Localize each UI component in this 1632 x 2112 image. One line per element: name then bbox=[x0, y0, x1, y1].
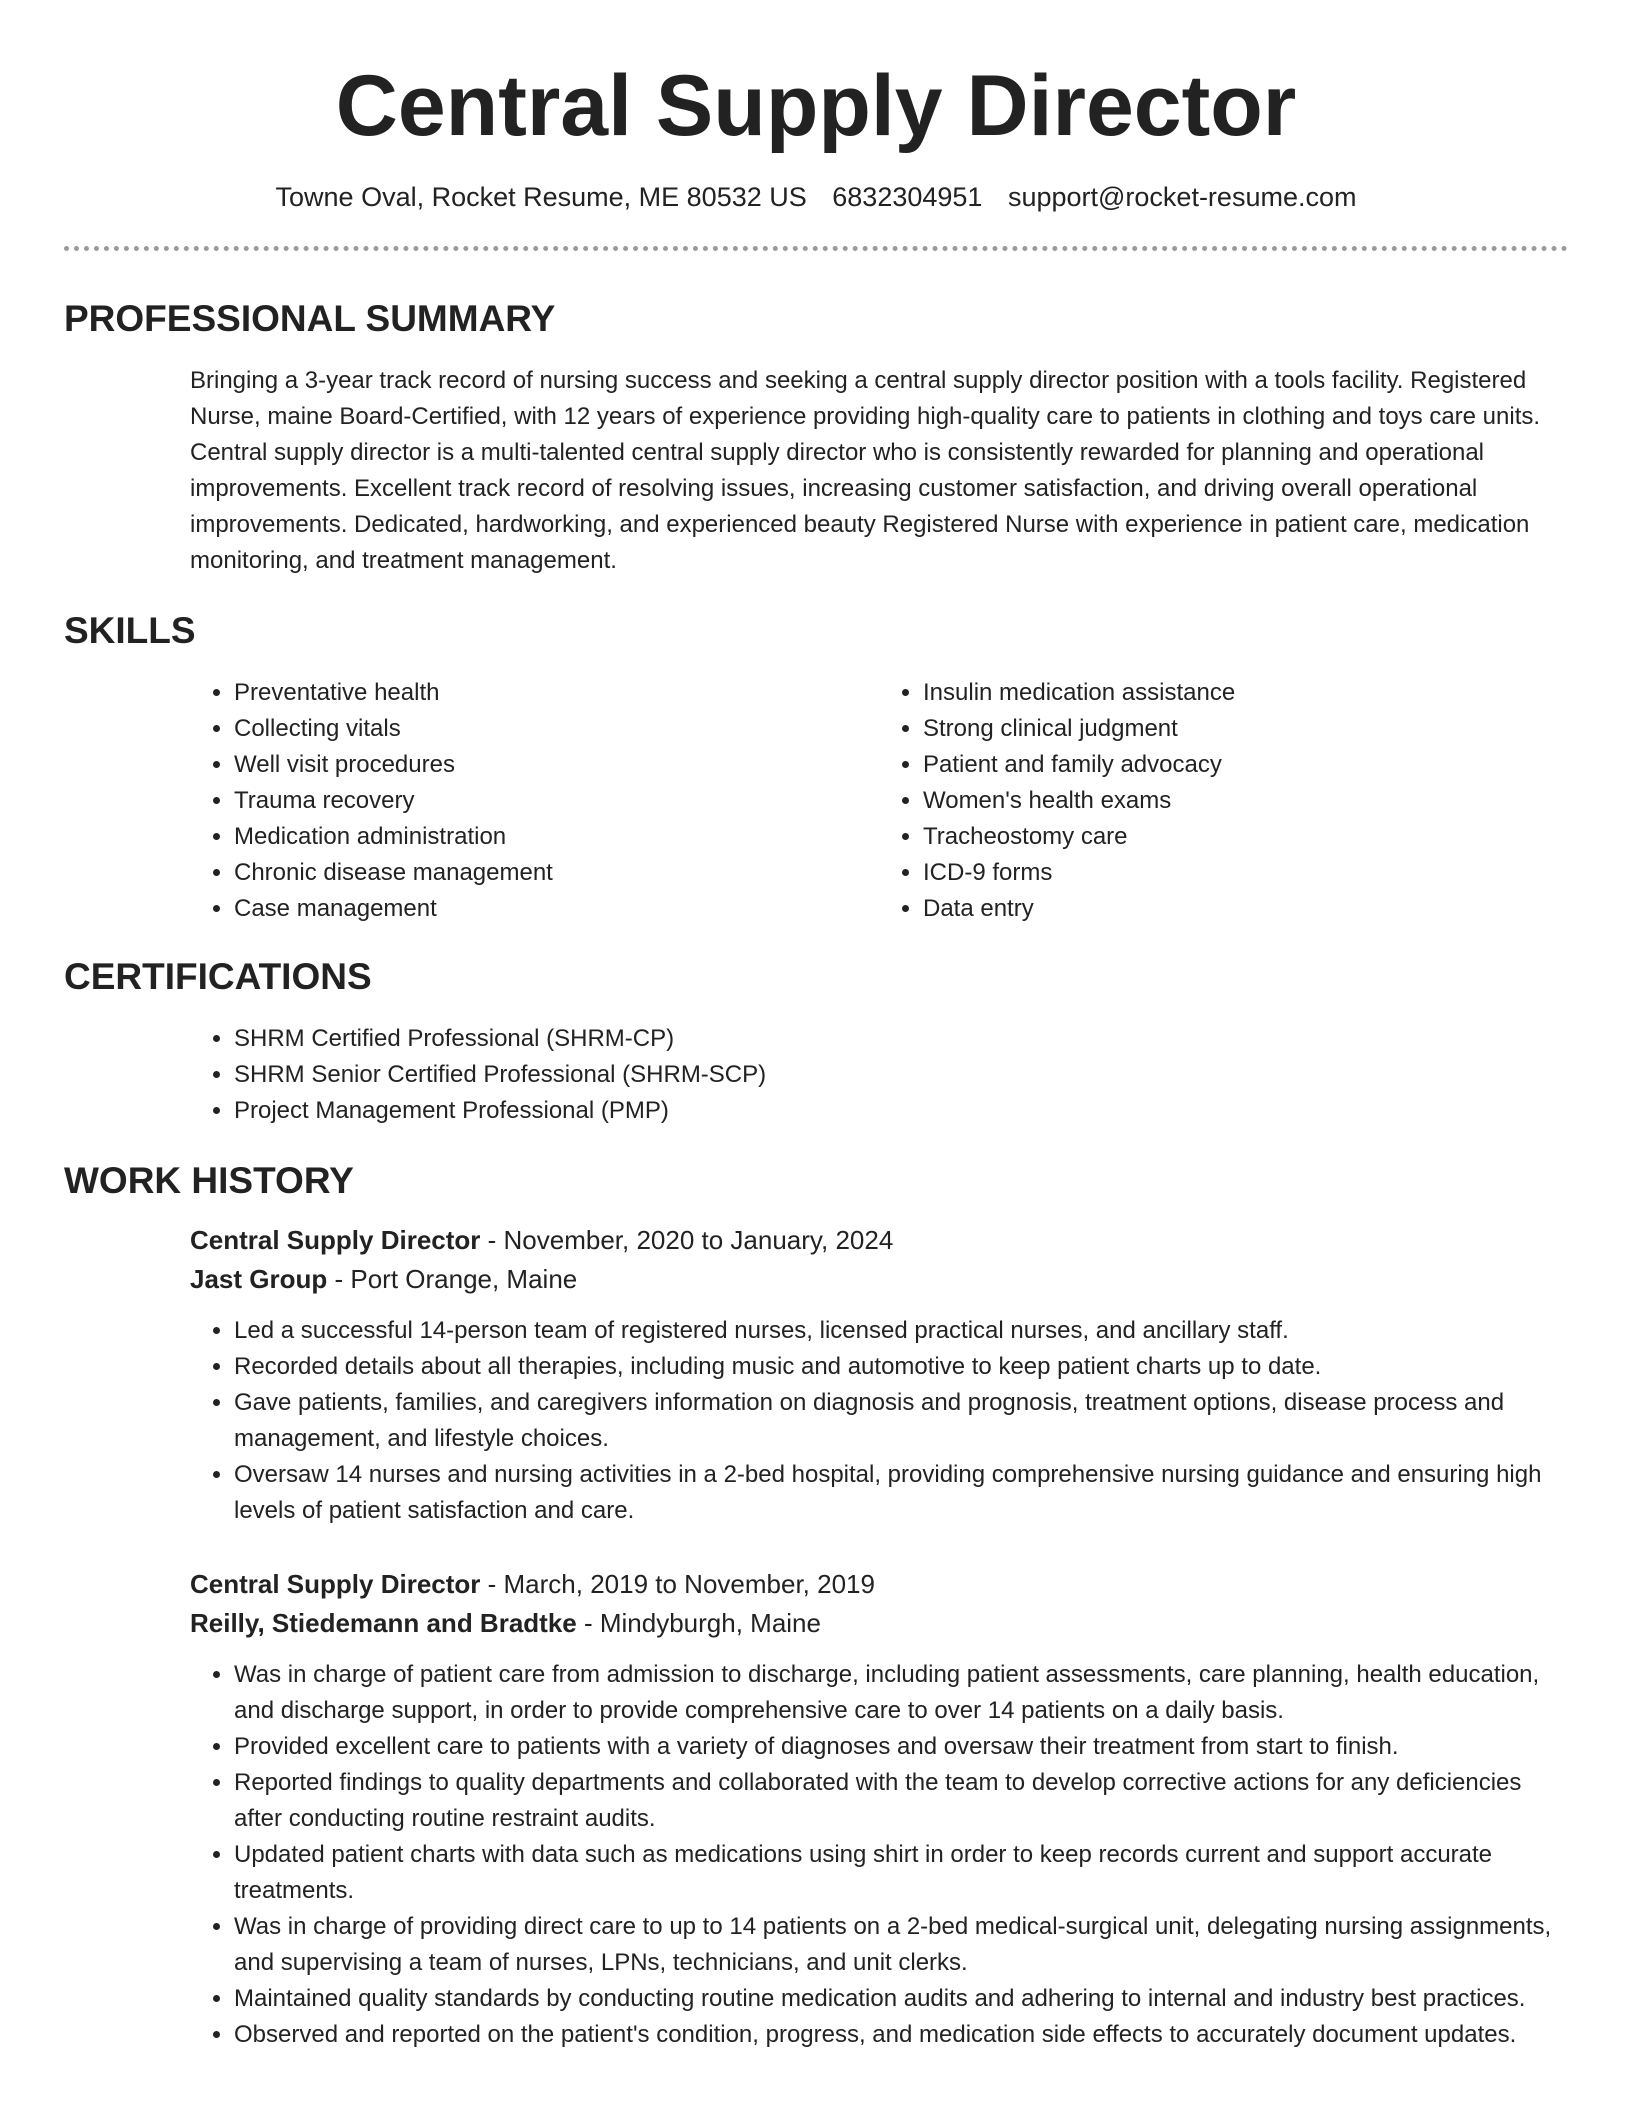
list-item: • Observed and reported on the patient's condition, progress, and medication side effects to accurately document updates. bbox=[234, 2017, 1568, 2053]
header-divider bbox=[64, 246, 1568, 251]
list-item: • Strong clinical judgment bbox=[923, 711, 1568, 747]
list-item: • Gave patients, families, and caregivers information on diagnosis and prognosis, treatment options, disease process and management, and lifestyle choices. bbox=[234, 1385, 1568, 1457]
list-item: • Insulin medication assistance bbox=[923, 675, 1568, 711]
job-dates: - March, 2019 to November, 2019 bbox=[480, 1569, 875, 1599]
list-item: • Maintained quality standards by conducting routine medication audits and adhering to internal and industry best practices. bbox=[234, 1981, 1568, 2017]
list-item: • Led a successful 14-person team of registered nurses, licensed practical nurses, and ancillary staff. bbox=[234, 1313, 1568, 1349]
job-role: Central Supply Director bbox=[190, 1569, 481, 1599]
list-item: • Patient and family advocacy bbox=[923, 747, 1568, 783]
job-location: - Port Orange, Maine bbox=[327, 1264, 578, 1294]
list-item: • SHRM Senior Certified Professional (SHRM-SCP) bbox=[234, 1057, 1568, 1093]
list-item: • Project Management Professional (PMP) bbox=[234, 1093, 1568, 1129]
skills-left-list bbox=[190, 675, 879, 927]
job-dates: - November, 2020 to January, 2024 bbox=[480, 1225, 894, 1255]
job-bullets bbox=[190, 1657, 1568, 2053]
list-item: • SHRM Certified Professional (SHRM-CP) bbox=[234, 1021, 1568, 1057]
list-item: • Was in charge of providing direct care to up to 14 patients on a 2-bed medical-surgical unit, delegating nursing assignments, and supervising a team of nurses, LPNs, technicians, and unit clerks. bbox=[234, 1909, 1568, 1981]
summary-section bbox=[64, 297, 1568, 579]
skills-columns bbox=[190, 675, 1568, 927]
job-company-line bbox=[190, 1260, 1568, 1299]
job-role: Central Supply Director bbox=[190, 1225, 481, 1255]
list-item: • Data entry bbox=[923, 891, 1568, 927]
list-item: • Women's health exams bbox=[923, 783, 1568, 819]
job-company: Jast Group bbox=[190, 1264, 328, 1294]
skills-right-list bbox=[879, 675, 1568, 927]
list-item: • Tracheostomy care bbox=[923, 819, 1568, 855]
list-item: • Well visit procedures bbox=[234, 747, 879, 783]
list-item: • ICD-9 forms bbox=[923, 855, 1568, 891]
list-item: • Trauma recovery bbox=[234, 783, 879, 819]
skills-heading: SKILLS bbox=[64, 610, 196, 651]
job-title-line bbox=[190, 1221, 1568, 1260]
certifications-heading: CERTIFICATIONS bbox=[64, 956, 372, 997]
work-history-heading: WORK HISTORY bbox=[64, 1160, 354, 1201]
work-history-section bbox=[64, 1159, 1568, 2053]
list-item: • Preventative health bbox=[234, 675, 879, 711]
job-company-line bbox=[190, 1604, 1568, 1643]
list-item: • Provided excellent care to patients with a variety of diagnoses and oversaw their treatment from start to finish. bbox=[234, 1729, 1568, 1765]
job-entry bbox=[190, 1565, 1568, 2053]
list-item: • Case management bbox=[234, 891, 879, 927]
summary-text: Bringing a 3-year track record of nursing success and seeking a central supply director position with a tools facility. Registered Nurse, maine Board-Certified, with 12 years of experience providing high-quality care to patients in clothing and toys care units. Central supply director is a multi-talented central supply director who is consistently rewarded for planning and operational improvements. Excellent track record of resolving issues, increasing customer satisfaction, and driving overall operational improvements. Dedicated, hardworking, and experienced beauty Registered Nurse with experience in patient care, medication monitoring, and treatment management. bbox=[190, 367, 1541, 574]
job-entry bbox=[190, 1221, 1568, 1529]
certifications-section bbox=[64, 955, 1568, 1129]
list-item: • Updated patient charts with data such as medications using shirt in order to keep records current and support accurate treatments. bbox=[234, 1837, 1568, 1909]
skills-section bbox=[64, 609, 1568, 927]
list-item: • Recorded details about all therapies, including music and automotive to keep patient charts up to date. bbox=[234, 1349, 1568, 1385]
certifications-list bbox=[190, 1021, 1568, 1129]
resume-name: Central Supply Director bbox=[335, 58, 1297, 154]
job-title-line bbox=[190, 1565, 1568, 1604]
contact-line bbox=[64, 181, 1568, 213]
job-location: - Mindyburgh, Maine bbox=[576, 1608, 821, 1638]
contact-phone: 6832304951 bbox=[832, 182, 983, 212]
list-item: • Chronic disease management bbox=[234, 855, 879, 891]
contact-address: Towne Oval, Rocket Resume, ME 80532 US bbox=[275, 182, 807, 212]
list-item: • Oversaw 14 nurses and nursing activities in a 2-bed hospital, providing comprehensive nursing guidance and ensuring high levels of patient satisfaction and care. bbox=[234, 1457, 1568, 1529]
list-item: • Collecting vitals bbox=[234, 711, 879, 747]
list-item: • Reported findings to quality departments and collaborated with the team to develop corrective actions for any deficiencies after conducting routine restraint audits. bbox=[234, 1765, 1568, 1837]
job-bullets bbox=[190, 1313, 1568, 1529]
list-item: • Was in charge of patient care from admission to discharge, including patient assessments, care planning, health education, and discharge support, in order to provide comprehensive care to over 14 patients on a daily basis. bbox=[234, 1657, 1568, 1729]
job-company: Reilly, Stiedemann and Bradtke bbox=[190, 1608, 577, 1638]
list-item: • Medication administration bbox=[234, 819, 879, 855]
contact-email: support@rocket-resume.com bbox=[1007, 182, 1357, 212]
summary-heading: PROFESSIONAL SUMMARY bbox=[64, 298, 556, 339]
